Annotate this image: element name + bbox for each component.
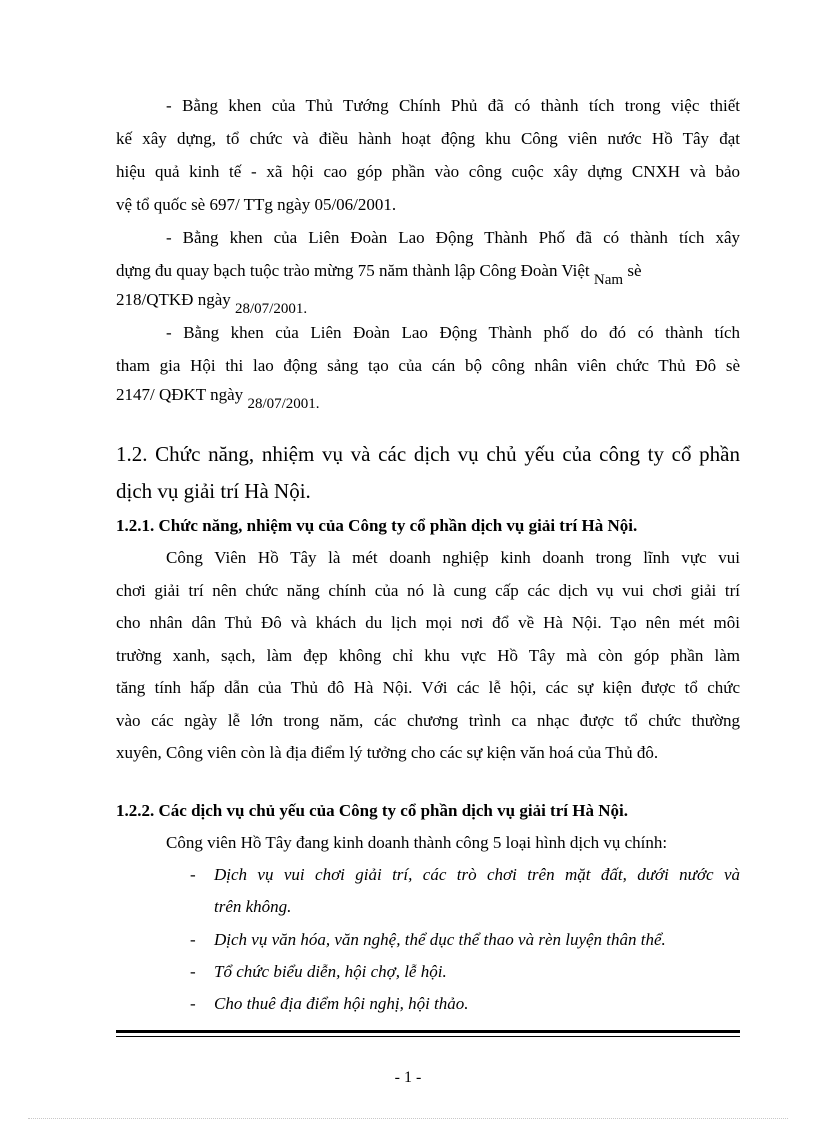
subscript-text: Nam [593, 272, 624, 288]
paragraph-text-line: tham gia Hội thi lao động sảng tạo của cán bộ công nhân viên chức Thủ Đô sè [116, 356, 740, 375]
text-segment: 218/QTKĐ ngày [116, 290, 231, 309]
subsection-heading: 1.2.2. Các dịch vụ chủ yếu của Công ty cổ phần dịch vụ giải trí Hà Nội. [116, 801, 628, 820]
section-heading: dịch vụ giải trí Hà Nội. [116, 479, 311, 503]
text-segment: 2147/ QĐKT ngày [116, 385, 244, 404]
list-item: Tổ chức biểu diễn, hội chợ, lễ hội. [214, 962, 447, 981]
footer-rule-thick [116, 1030, 740, 1033]
text-segment: sè [627, 261, 642, 280]
paragraph-text-line [116, 260, 740, 288]
list-item: Cho thuê địa điểm hội nghị, hội thảo. [214, 994, 469, 1013]
paragraph-text-line: kế xây dựng, tổ chức và điều hành hoạt động khu Công viên nước Hồ Tây đạt [116, 129, 740, 148]
paragraph-text-line: Công Viên Hồ Tây là mét doanh nghiệp kinh doanh trong lĩnh vực vui [166, 548, 740, 567]
text-segment: . [315, 396, 320, 412]
paragraph-text-line: - Bằng khen của Liên Đoàn Lao Động Thành Phố đã có thành tích xây [166, 228, 740, 247]
page-number: - 1 - [394, 1069, 422, 1086]
bullet-dash: - [190, 962, 196, 981]
paragraph-text-line: tăng tính hấp dẫn của Thủ đô Hà Nội. Với các lễ hội, các sự kiện được tổ chức [116, 678, 740, 697]
subscript-date: 28/07/2001 [234, 301, 304, 317]
paragraph-text-line: vào các ngày lễ lớn trong năm, các chương trình ca nhạc được tổ chức thường [116, 711, 740, 730]
paragraph-text-line: chơi giải trí nên chức năng chính của nó là cung cấp các dịch vụ vui chơi giải trí [116, 581, 740, 600]
paragraph-text-line: Công viên Hồ Tây đang kinh doanh thành công 5 loại hình dịch vụ chính: [166, 833, 668, 852]
bullet-dash: - [190, 865, 196, 884]
list-item: Dịch vụ vui chơi giải trí, các trò chơi trên mặt đất, dưới nước và [214, 865, 740, 884]
list-item-continuation: trên không. [214, 897, 292, 916]
section-heading: 1.2. Chức năng, nhiệm vụ và các dịch vụ chủ yếu của công ty cổ phần [116, 442, 740, 466]
paragraph-text-line [116, 384, 740, 412]
text-segment: dựng đu quay bạch tuộc trào mừng 75 năm thành lập Công Đoàn Việt [116, 261, 590, 280]
footer-rule-thin [116, 1036, 740, 1037]
paragraph-text-line: - Bằng khen của Liên Đoàn Lao Động Thành phố do đó có thành tích [166, 323, 740, 342]
paragraph-text-line: hiệu quả kinh tế - xã hội cao góp phần vào công cuộc xây dựng CNXH và bảo [116, 162, 740, 181]
subscript-date: 28/07/2001 [247, 396, 316, 412]
text-segment: . [303, 301, 308, 317]
bullet-dash: - [190, 930, 196, 949]
page-edge-divider [28, 1118, 788, 1119]
bullet-dash: - [190, 994, 196, 1013]
paragraph-text-line: - Bằng khen của Thủ Tướng Chính Phủ đã có thành tích trong việc thiết [166, 96, 740, 115]
paragraph-text-line [116, 289, 740, 317]
subsection-heading: 1.2.1. Chức năng, nhiệm vụ của Công ty cổ phần dịch vụ giải trí Hà Nội. [116, 516, 638, 535]
paragraph-text-line: cho nhân dân Thủ Đô và khách du lịch mọi nơi đổ về Hà Nội. Tạo nên mét môi [116, 613, 740, 632]
paragraph-text-line: vệ tổ quốc sè 697/ TTg ngày 05/06/2001. [116, 195, 397, 214]
list-item: Dịch vụ văn hóa, văn nghệ, thể dục thể thao và rèn luyện thân thể. [214, 930, 666, 949]
paragraph-text-line: xuyên, Công viên còn là địa điểm lý tưởng cho các sự kiện văn hoá của Thủ đô. [116, 743, 659, 762]
paragraph-text-line: trường xanh, sạch, làm đẹp không chỉ khu vực Hồ Tây mà còn góp phần làm [116, 646, 740, 665]
